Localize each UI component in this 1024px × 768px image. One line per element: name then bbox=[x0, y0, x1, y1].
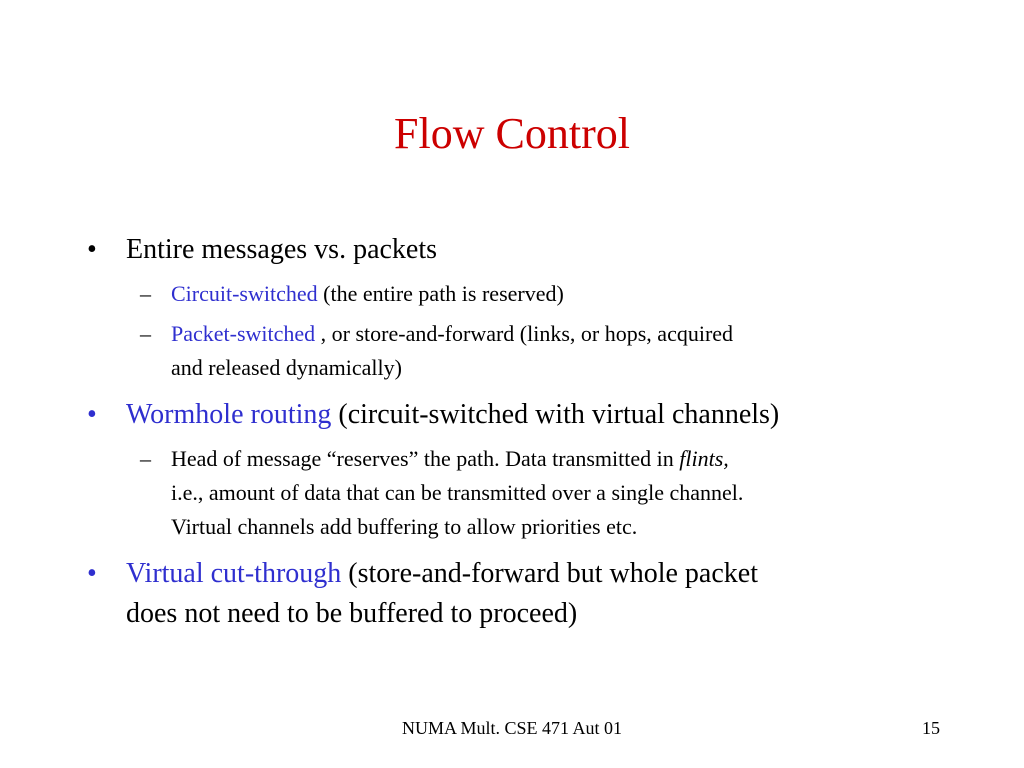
term-flints: flints, bbox=[679, 446, 729, 471]
term-wormhole-routing: Wormhole routing bbox=[126, 399, 332, 430]
sub-bullet-text bbox=[171, 277, 931, 311]
bullet-text-main: (circuit-switched with virtual channels) bbox=[331, 399, 780, 430]
sub-bullet-text bbox=[171, 317, 931, 385]
bullet-text-main: Entire messages vs. packets bbox=[126, 234, 438, 265]
bullet-text-line2: does not need to be buffered to proceed) bbox=[126, 598, 578, 629]
sub-bullet-marker: – bbox=[140, 281, 151, 306]
bullet-text bbox=[126, 395, 926, 435]
bullet-text-main: (store-and-forward but whole packet bbox=[341, 558, 758, 589]
sub-bullet-desc-line2: and released dynamically) bbox=[171, 355, 402, 380]
sub-bullet-desc: , or store-and-forward (links, or hops, acquired bbox=[315, 321, 734, 346]
page-number: 15 bbox=[922, 718, 940, 738]
sub-bullet-desc: (the entire path is reserved) bbox=[317, 281, 564, 306]
bullet-marker: • bbox=[87, 234, 97, 265]
sub-bullet-text bbox=[171, 442, 931, 544]
term-circuit-switched: Circuit-switched bbox=[171, 281, 318, 306]
slide-title: Flow Control bbox=[394, 109, 630, 158]
sub-bullet-marker: – bbox=[140, 321, 151, 346]
term-packet-switched: Packet-switched bbox=[171, 321, 316, 346]
bullet-marker: • bbox=[87, 558, 97, 589]
bullet-marker: • bbox=[87, 399, 97, 430]
bullet-text bbox=[126, 554, 926, 634]
sub-bullet-marker: – bbox=[140, 446, 151, 471]
bullet-text bbox=[126, 230, 926, 270]
sub-bullet-line3: Virtual channels add buffering to allow priorities etc. bbox=[171, 514, 638, 539]
sub-bullet-line1: Head of message “reserves” the path. Data transmitted in bbox=[171, 446, 680, 471]
footer-text: NUMA Mult. CSE 471 Aut 01 bbox=[401, 718, 623, 738]
term-virtual-cut-through: Virtual cut-through bbox=[126, 558, 342, 589]
sub-bullet-line2: i.e., amount of data that can be transmitted over a single channel. bbox=[171, 480, 744, 505]
